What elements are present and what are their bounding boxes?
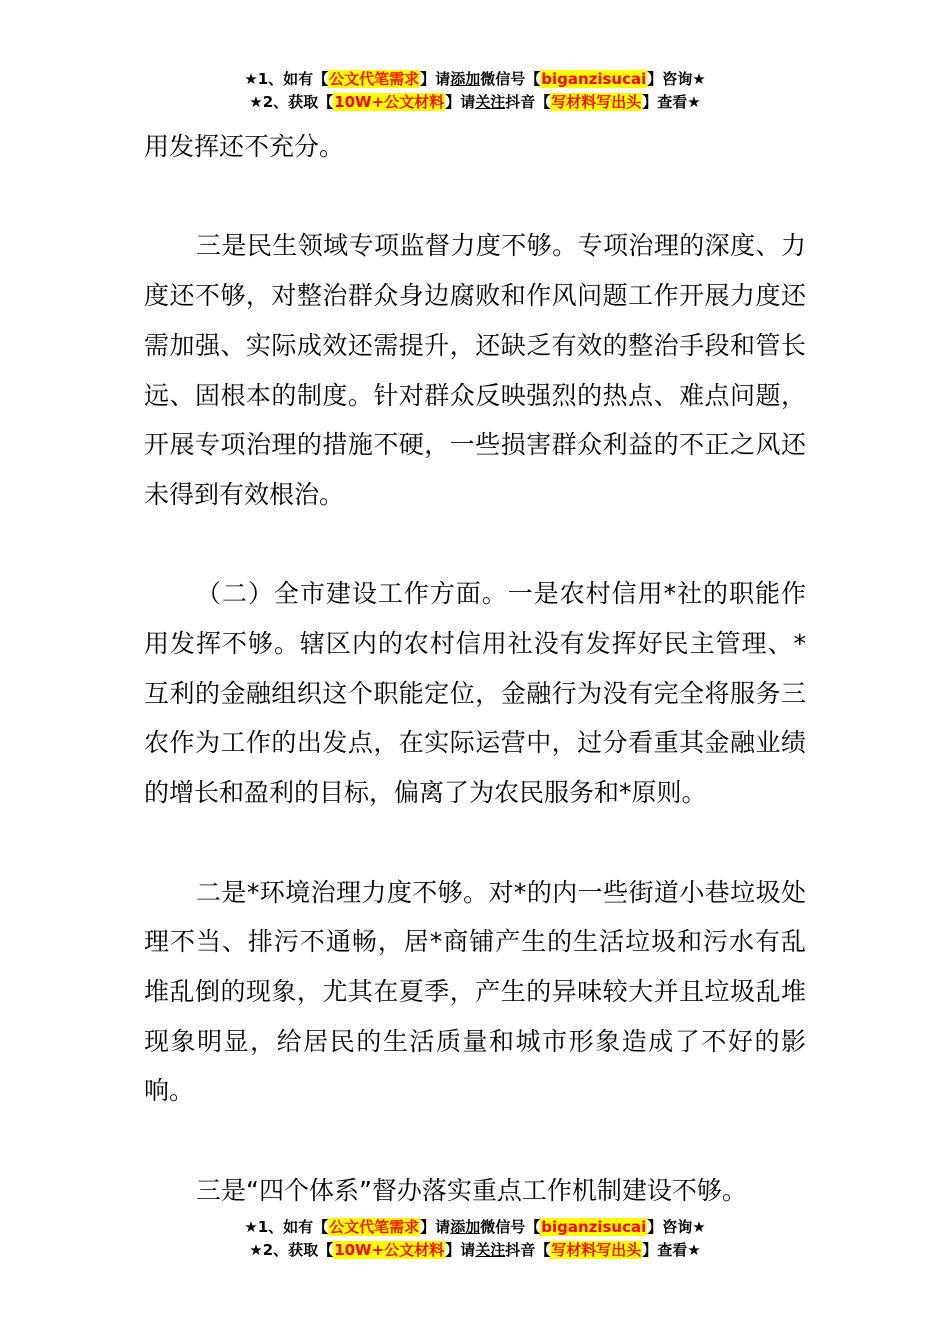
banner-underlined: 关注 bbox=[475, 1241, 506, 1259]
paragraph-four-systems: 三是“四个体系”督办落实重点工作机制建设不够。 bbox=[196, 1175, 747, 1205]
highlight-douyin-account: 写材料写出头 bbox=[551, 93, 642, 111]
highlight-wechat-id: biganzisucai bbox=[541, 70, 647, 88]
footer-banner bbox=[0, 1216, 950, 1262]
banner-line-2 bbox=[0, 1239, 950, 1262]
banner-underlined: 关注 bbox=[475, 93, 506, 111]
banner-text: 】请 bbox=[445, 1241, 476, 1259]
highlight-douyin-account: 写材料写出头 bbox=[551, 1241, 642, 1259]
highlight-service: 公文代笔需求 bbox=[329, 70, 420, 88]
banner-underlined: 添加 bbox=[450, 70, 481, 88]
banner-text: 】查看★ bbox=[642, 1241, 701, 1259]
highlight-service: 公文代笔需求 bbox=[329, 1218, 420, 1236]
paragraph-continuation: 用发挥还不充分。 bbox=[144, 132, 345, 161]
banner-text: 微信号【 bbox=[480, 1218, 541, 1236]
banner-line-1 bbox=[0, 68, 950, 91]
banner-text: ★1、如有【 bbox=[244, 1218, 329, 1236]
banner-underlined: 添加 bbox=[450, 1218, 481, 1236]
highlight-materials: 10W+公文材料 bbox=[334, 1241, 445, 1259]
banner-text: 】咨询★ bbox=[647, 1218, 706, 1236]
paragraph-city-construction: （二）全市建设工作方面。一是农村信用*社的职能作用发挥不够。辖区内的农村信用社没有发挥好民主管理、*互利的金融组织这个职能定位，金融行为没有完全将服务三农作为工作的出发点，在实际运营中，过分看重其金融业绩的增长和盈利的目标，偏离了为农民服务和*原则。 bbox=[144, 579, 806, 808]
paragraph-environment: 二是*环境治理力度不够。对*的内一些街道小巷垃圾处理不当、排污不通畅，居*商铺产生的生活垃圾和污水有乱堆乱倒的现象，尤其在夏季，产生的异味较大并且垃圾乱堆现象明显，给居民的生活质量和城市形象造成了不好的影响。 bbox=[144, 877, 806, 1106]
paragraph-gap bbox=[144, 818, 806, 868]
banner-text: 】请 bbox=[445, 93, 476, 111]
banner-text: ★1、如有【 bbox=[244, 70, 329, 88]
paragraph-gap bbox=[144, 172, 806, 222]
banner-text: 】请 bbox=[420, 1218, 451, 1236]
document-body bbox=[144, 122, 806, 1215]
banner-text: 微信号【 bbox=[480, 70, 541, 88]
banner-text: 】请 bbox=[420, 70, 451, 88]
paragraph-livelihood-supervision: 三是民生领域专项监督力度不够。专项治理的深度、力度还不够，对整治群众身边腐败和作风问题工作开展力度还需加强、实际成效还需提升，还缺乏有效的整治手段和管长远、固根本的制度。针对群众反映强烈的热点、难点问题，开展专项治理的措施不硬，一些损害群众利益的不正之风还未得到有效根治。 bbox=[144, 231, 806, 509]
highlight-wechat-id: biganzisucai bbox=[541, 1218, 647, 1236]
banner-text: 抖音【 bbox=[505, 93, 551, 111]
banner-text: 】咨询★ bbox=[647, 70, 706, 88]
banner-text: 抖音【 bbox=[505, 1241, 551, 1259]
paragraph-gap bbox=[144, 520, 806, 570]
banner-text: 】查看★ bbox=[642, 93, 701, 111]
header-banner bbox=[0, 68, 950, 114]
paragraph-gap bbox=[144, 1116, 806, 1166]
banner-line-1 bbox=[0, 1216, 950, 1239]
banner-line-2 bbox=[0, 91, 950, 114]
highlight-materials: 10W+公文材料 bbox=[334, 93, 445, 111]
banner-text: ★2、获取【 bbox=[249, 1241, 334, 1259]
banner-text: ★2、获取【 bbox=[249, 93, 334, 111]
